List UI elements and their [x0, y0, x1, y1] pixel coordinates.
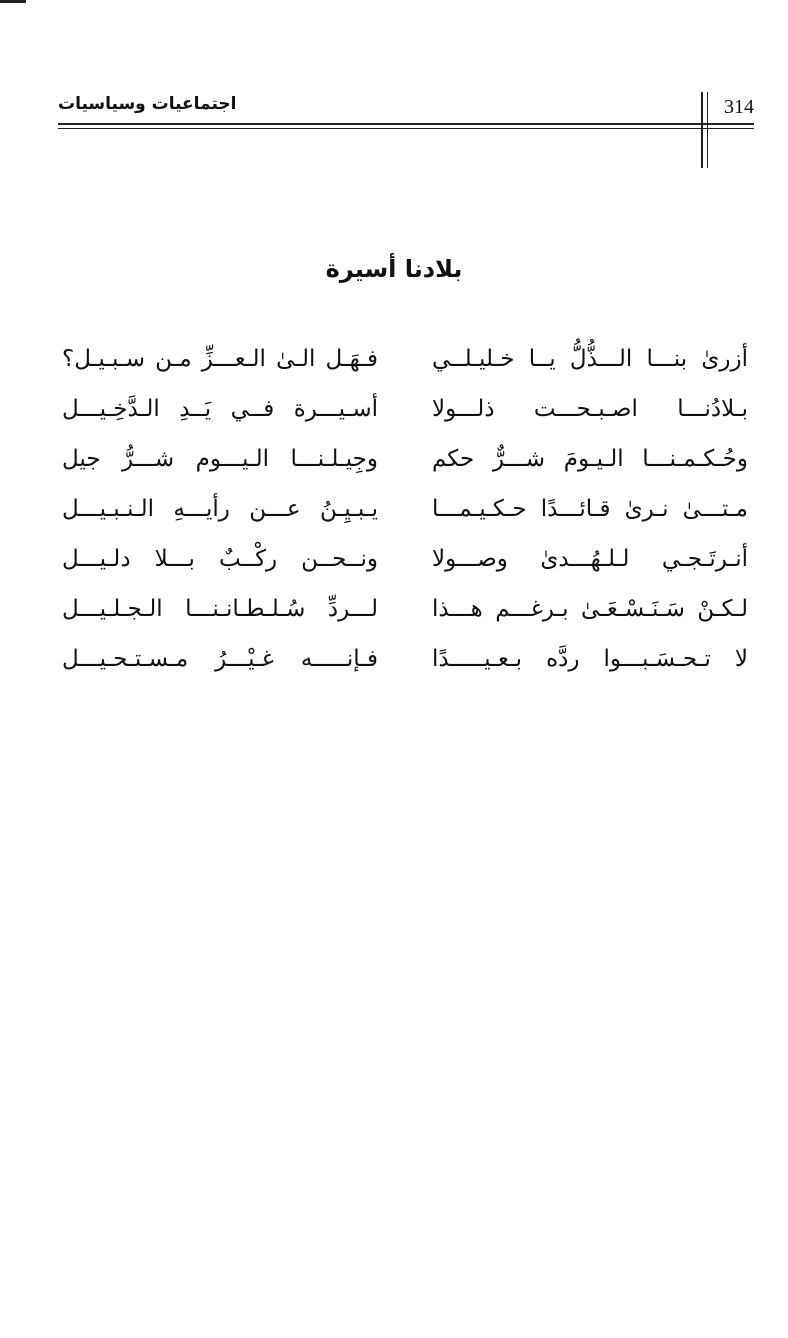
- verse-second-hemistich: لـــردِّ سُـلـطـانـنـــا الـجـلـيـــل: [62, 596, 378, 622]
- header-rule-thin: [58, 128, 754, 129]
- verse-first-hemistich: أنـرتَـجـي لـلـهُـــدىٰ وصـــولا: [432, 546, 748, 572]
- page-header: [58, 92, 754, 132]
- verse-row: [0, 334, 788, 384]
- poem-title: بلادنا أسيرة: [325, 255, 463, 283]
- verse-first-hemistich: مـتـــىٰ نـرىٰ قـائـــدًا حـكـيـمـــا: [432, 496, 748, 522]
- header-vertical-rule: [701, 92, 703, 168]
- running-title: اجتماعيات وسياسيات: [58, 94, 237, 114]
- poem-body: [0, 334, 788, 684]
- verse-row: [0, 534, 788, 584]
- scan-corner-mark: [0, 0, 26, 3]
- verse-second-hemistich: أسـيـــرة فــي يَــدِ الـدَّخِـيـــل: [62, 396, 378, 422]
- verse-second-hemistich: يـبـيِـنُ عـــن رأيـــهِ الـنـبـيـــل: [62, 496, 378, 522]
- verse-row: [0, 484, 788, 534]
- verse-row: [0, 434, 788, 484]
- verse-second-hemistich: فـإنـــــه غـيْـــرُ مـسـتـحـيـــل: [62, 646, 378, 672]
- verse-second-hemistich: ونــحــن ركْــبٌ بـــلا دلـيـــل: [62, 546, 378, 572]
- verse-first-hemistich: لـكـنْ سَـنَـسْـعَـىٰ بـرغـــم هـــذا: [432, 596, 748, 622]
- verse-first-hemistich: أزرىٰ بنـــا الـــذُّلُّ يــا خـليـلــي: [432, 346, 748, 372]
- header-vertical-rule-thin: [707, 92, 708, 168]
- verse-row: [0, 584, 788, 634]
- verse-first-hemistich: وحُـكـمـنـــا الـيـومَ شـــرٌّ حكم: [432, 446, 748, 472]
- header-rule-thick: [58, 123, 754, 125]
- verse-first-hemistich: لا تـحـسَـبـــوا ردَّه بـعـيـــــدًا: [432, 646, 748, 672]
- verse-second-hemistich: فـهَـل الـىٰ الـعـــزِّ مـن سـبـيـل؟: [62, 346, 378, 372]
- verse-row: [0, 634, 788, 684]
- page-number: 314: [724, 96, 754, 118]
- verse-row: [0, 384, 788, 434]
- verse-first-hemistich: بـلادُنـــا اصـبـحـــت ذلـــولا: [432, 396, 748, 422]
- verse-second-hemistich: وجِيـلـنـــا الـيـــوم شـــرُّ جيل: [62, 446, 378, 472]
